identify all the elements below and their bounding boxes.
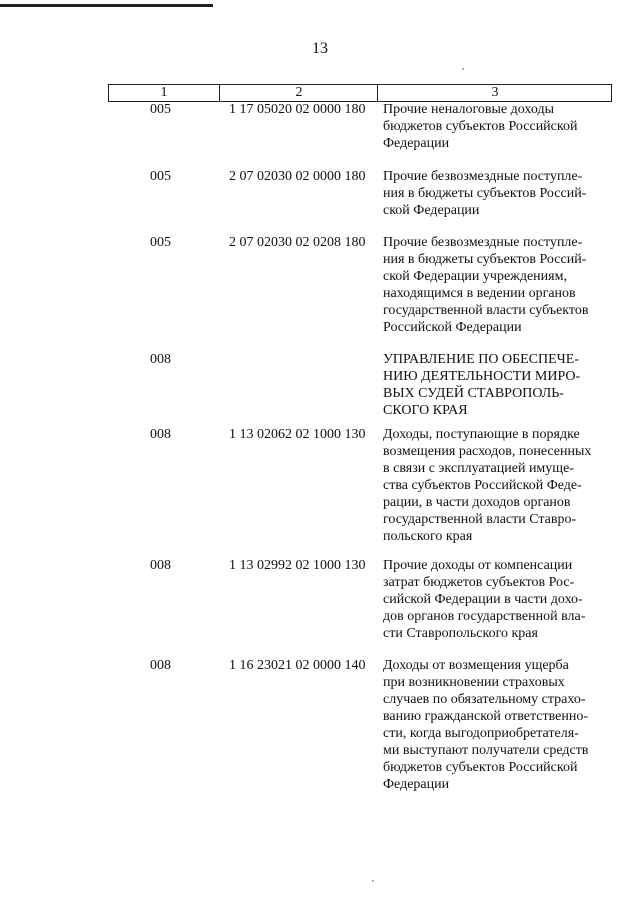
revenue-name — [383, 168, 613, 219]
revenue-name-line: НИЮ ДЕЯТЕЛЬНОСТИ МИРО- — [383, 369, 581, 384]
revenue-name-line: затрат бюджетов субъектов Рос- — [383, 575, 575, 590]
revenue-name-line: сийской Федерации в части дохо- — [383, 592, 583, 607]
revenue-name-line: находящимся в ведении органов — [383, 286, 576, 301]
revenue-name-line: случаев по обязательному страхо- — [383, 692, 586, 707]
revenue-name — [383, 557, 613, 642]
revenue-name-line: Прочие доходы от компенсации — [383, 558, 573, 573]
revenue-name-line: ВЫХ СУДЕЙ СТАВРОПОЛЬ- — [383, 386, 564, 401]
scan-speck — [372, 880, 374, 882]
page-number: 13 — [312, 40, 328, 57]
budget-classification-code: 1 13 02992 02 1000 130 — [229, 558, 366, 573]
revenue-name-line: Доходы от возмещения ущерба — [383, 658, 569, 673]
admin-code: 008 — [150, 352, 171, 367]
revenue-name-line: ми выступают получатели средств — [383, 743, 589, 758]
admin-code: 008 — [150, 427, 171, 442]
revenue-name-line: при возникновении страховых — [383, 675, 565, 690]
admin-code: 008 — [150, 558, 171, 573]
revenue-name-line: Прочие неналоговые доходы — [383, 102, 555, 117]
revenue-name-line: СКОГО КРАЯ — [383, 403, 468, 418]
revenue-name — [383, 234, 613, 336]
revenue-name-line: ния в бюджеты субъектов Россий- — [383, 186, 587, 201]
revenue-name-line: Федерации — [383, 136, 450, 151]
revenue-name-line: ской Федерации учреждениям, — [383, 269, 567, 284]
revenue-name — [383, 351, 613, 419]
header-col-2: 2 — [219, 85, 378, 101]
revenue-name-line: Прочие безвозмездные поступле- — [383, 169, 583, 184]
revenue-name — [383, 657, 613, 793]
budget-classification-code: 2 07 02030 02 0208 180 — [229, 235, 366, 250]
admin-code: 005 — [150, 102, 171, 117]
revenue-name — [383, 426, 613, 545]
table-header — [108, 84, 612, 102]
revenue-name-line: ской Федерации — [383, 203, 480, 218]
budget-classification-code: 1 16 23021 02 0000 140 — [229, 658, 366, 673]
admin-code: 005 — [150, 235, 171, 250]
revenue-name-line: ства субъектов Российской Феде- — [383, 478, 582, 493]
revenue-name-line: государственной власти Ставро- — [383, 512, 577, 527]
revenue-name-line: в связи с эксплуатацией имуще- — [383, 461, 574, 476]
revenue-name-line: Прочие безвозмездные поступле- — [383, 235, 583, 250]
admin-code: 005 — [150, 169, 171, 184]
revenue-name-line: УПРАВЛЕНИЕ ПО ОБЕСПЕЧЕ- — [383, 352, 579, 367]
admin-code: 008 — [150, 658, 171, 673]
revenue-name-line: возмещения расходов, понесенных — [383, 444, 592, 459]
revenue-name-line: бюджетов субъектов Российской — [383, 119, 578, 134]
revenue-name-line: дов органов государственной вла- — [383, 609, 586, 624]
budget-classification-code: 2 07 02030 02 0000 180 — [229, 169, 366, 184]
scan-speck — [462, 68, 464, 70]
header-col-1: 1 — [160, 85, 168, 100]
revenue-name-line: бюджетов субъектов Российской — [383, 760, 578, 775]
revenue-name-line: ния в бюджеты субъектов Россий- — [383, 252, 587, 267]
revenue-name-line: рации, в части доходов органов — [383, 495, 571, 510]
budget-classification-code: 1 17 05020 02 0000 180 — [229, 102, 366, 117]
header-col-3: 3 — [377, 85, 612, 101]
revenue-name-line: сти, когда выгодоприобретателя- — [383, 726, 579, 741]
revenue-name-line: сти Ставропольского края — [383, 626, 538, 641]
revenue-name-line: Федерации — [383, 777, 450, 792]
revenue-name — [383, 101, 613, 152]
revenue-name-line: Доходы, поступающие в порядке — [383, 427, 580, 442]
revenue-name-line: польского края — [383, 529, 473, 544]
revenue-name-line: ванию гражданской ответственно- — [383, 709, 589, 724]
budget-classification-code: 1 13 02062 02 1000 130 — [229, 427, 366, 442]
revenue-name-line: государственной власти субъектов — [383, 303, 589, 318]
revenue-name-line: Российской Федерации — [383, 320, 522, 335]
top-rule — [0, 4, 213, 7]
